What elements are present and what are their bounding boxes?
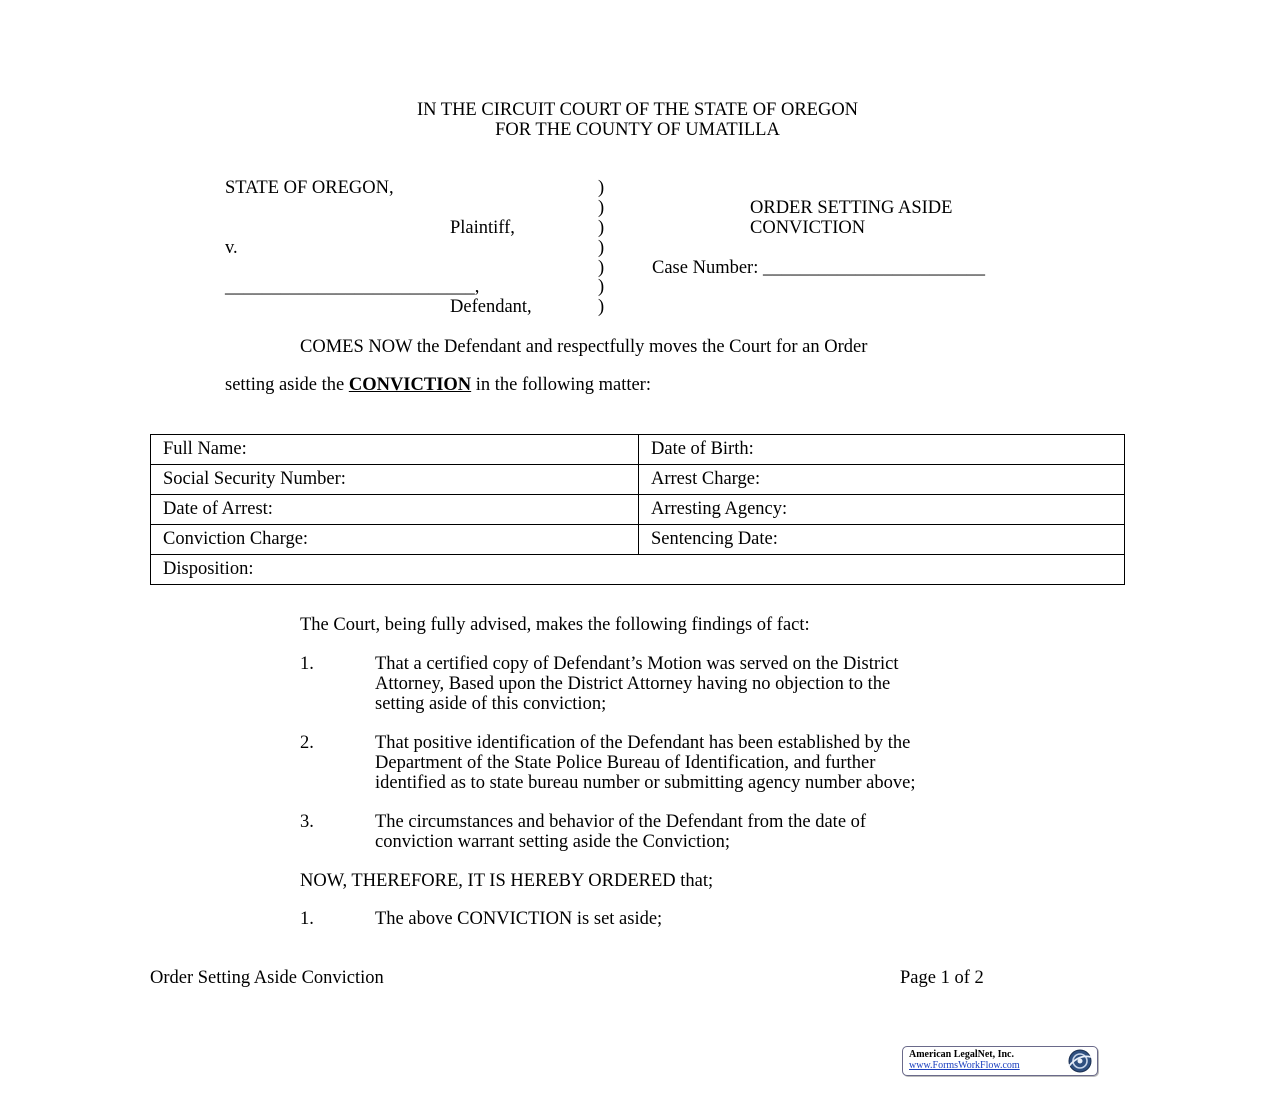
finding-text	[375, 654, 1115, 714]
document-title-line2: CONVICTION	[750, 218, 866, 238]
full-name-cell[interactable]: Full Name:	[151, 435, 639, 465]
finding-line: setting aside of this conviction;	[375, 694, 607, 714]
court-name-line1: IN THE CIRCUIT COURT OF THE STATE OF OREGON	[416, 100, 859, 120]
finding-text	[375, 812, 1115, 852]
footer-document-title: Order Setting Aside Conviction	[150, 968, 384, 988]
case-number-label: Case Number:	[652, 258, 759, 278]
order-heading: NOW, THEREFORE, IT IS HEREBY ORDERED that;	[300, 871, 714, 891]
date-of-arrest-cell[interactable]: Date of Arrest:	[151, 495, 639, 525]
caption-paren: )	[598, 218, 605, 238]
findings-intro: The Court, being fully advised, makes the following findings of fact:	[300, 615, 810, 635]
order-text: The above CONVICTION is set aside;	[375, 909, 663, 929]
disposition-cell[interactable]: Disposition:	[151, 555, 1125, 585]
table-row	[151, 465, 1125, 495]
caption-paren: )	[598, 258, 605, 278]
case-number-field	[652, 258, 985, 278]
versus-label: v.	[225, 238, 238, 258]
table-row	[151, 495, 1125, 525]
finding-text	[375, 733, 1115, 793]
conviction-emphasis: CONVICTION	[348, 375, 472, 395]
caption-paren: )	[598, 297, 605, 317]
publisher-badge[interactable]	[902, 1046, 1098, 1076]
intro-line2-start: setting aside the	[225, 375, 345, 395]
finding-line: Department of the State Police Bureau of Identification, and further	[375, 753, 876, 773]
document-title-line1: ORDER SETTING ASIDE	[750, 198, 953, 218]
finding-line: That positive identification of the Defendant has been established by the	[375, 733, 911, 753]
finding-number: 1.	[300, 654, 314, 674]
finding-line: Attorney, Based upon the District Attorney having no objection to the	[375, 674, 891, 694]
caption-paren: )	[598, 198, 605, 218]
order-number: 1.	[300, 909, 314, 929]
caption-paren: )	[598, 178, 605, 198]
finding-line: conviction warrant setting aside the Conviction;	[375, 832, 731, 852]
plaintiff-label: Plaintiff,	[450, 218, 515, 238]
finding-number: 3.	[300, 812, 314, 832]
intro-line2-end: in the following matter:	[475, 375, 651, 395]
caption-paren: )	[598, 238, 605, 258]
table-row	[151, 555, 1125, 585]
defendant-label: Defendant,	[450, 297, 532, 317]
table-row	[151, 435, 1125, 465]
plaintiff-name: STATE OF OREGON,	[225, 178, 394, 198]
publisher-globe-icon	[1065, 1048, 1093, 1074]
table-row	[151, 525, 1125, 555]
finding-line: The circumstances and behavior of the Defendant from the date of	[375, 812, 867, 832]
footer-page-number: Page 1 of 2	[900, 968, 984, 988]
conviction-charge-cell[interactable]: Conviction Charge:	[151, 525, 639, 555]
arrest-charge-cell[interactable]: Arrest Charge:	[639, 465, 1125, 495]
defendant-name-blank: ___________________________,	[225, 277, 480, 297]
finding-line: identified as to state bureau number or submitting agency number above;	[375, 773, 916, 793]
publisher-name: American LegalNet, Inc.	[909, 1049, 1014, 1060]
case-info-table	[150, 434, 1125, 585]
publisher-link[interactable]: www.FormsWorkFlow.com	[909, 1060, 1020, 1071]
arresting-agency-cell[interactable]: Arresting Agency:	[639, 495, 1125, 525]
caption-paren: )	[598, 277, 605, 297]
court-county-line2: FOR THE COUNTY OF UMATILLA	[495, 120, 780, 140]
intro-line1: COMES NOW the Defendant and respectfully moves the Court for an Order	[300, 337, 868, 357]
finding-number: 2.	[300, 733, 314, 753]
finding-line: That a certified copy of Defendant’s Motion was served on the District	[375, 654, 899, 674]
sentencing-date-cell[interactable]: Sentencing Date:	[639, 525, 1125, 555]
ssn-cell[interactable]: Social Security Number:	[151, 465, 639, 495]
intro-line2	[225, 375, 651, 395]
case-number-blank[interactable]: ________________________	[762, 258, 985, 278]
date-of-birth-cell[interactable]: Date of Birth:	[639, 435, 1125, 465]
